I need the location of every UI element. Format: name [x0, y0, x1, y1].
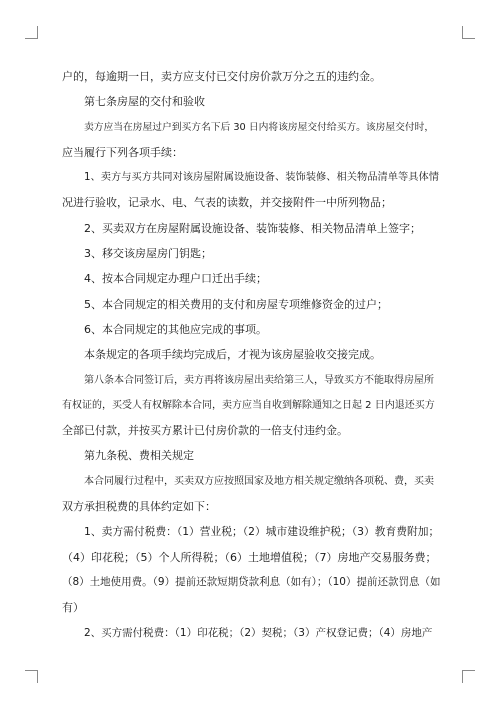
text-line: 全部已付款，并按买方累计已付房价款的一倍支付违约金。: [62, 424, 348, 438]
crop-mark-bottom-left: [25, 670, 38, 683]
crop-mark-top-left: [25, 26, 38, 39]
text-line: （4）印花税；（5）个人所得税；（6）土地增值税；（7）房地产交易服务费；: [62, 550, 437, 564]
list-item: 3、移交该房屋房门钥匙；: [84, 247, 212, 261]
text-line: 有）: [62, 601, 84, 615]
text-line: 本条规定的各项手续均完成后，才视为该房屋验收交接完成。: [84, 348, 381, 362]
list-item: 1、卖方需付税费：（1）营业税；（2）城市建设维护税；（3）教育费附加；: [84, 525, 440, 539]
text-line: 况进行验收，记录水、电、气表的读数，并交接附件一中所列物品；: [62, 196, 392, 210]
list-item: 4、按本合同规定办理户口迁出手续；: [84, 272, 267, 286]
crop-mark-top-right: [462, 26, 475, 39]
text-line: 第八条本合同签订后，卖方再将该房屋出卖给第三人，导致买方不能取得房屋所: [84, 374, 434, 386]
text-line: 有权证的，买受人有权解除本合同，卖方应当自收到解除通知之日起 2 日内退还买方: [62, 399, 435, 411]
section-heading: 第七条房屋的交付和验收: [84, 95, 205, 109]
text-line: 1、卖方与买方共同对该房屋附属设施设备、装饰装修、相关物品清单等具体情: [84, 171, 440, 184]
list-item: 2、买方需付税费：（1）印花税；（2）契税；（3）产权登记费；（4）房地产: [84, 626, 433, 639]
document-body: [62, 64, 440, 646]
list-item: 6、本合同规定的其他应完成的事项。: [84, 322, 267, 336]
text-line: 卖方应当在房屋过户到买方名下后 30 日内将该房屋交付给买方。该房屋交付时，: [84, 121, 435, 133]
text-line: 应当履行下列各项手续：: [62, 145, 183, 159]
crop-mark-bottom-right: [462, 670, 475, 683]
text-line: 本合同履行过程中，买卖双方应按照国家及地方相关规定缴纳各项税、费，买卖: [84, 475, 434, 487]
list-item: 5、本合同规定的相关费用的支付和房屋专项维修资金的过户；: [84, 297, 388, 311]
text-line: 户的，每逾期一日，卖方应支付已交付房价款万分之五的违约金。: [62, 70, 381, 83]
text-line: 双方承担税费的具体约定如下：: [62, 500, 216, 514]
list-item: 2、买卖双方在房屋附属设施设备、装饰装修、相关物品清单上签字；: [84, 221, 421, 235]
section-heading: 第九条税、费相关规定: [84, 449, 194, 463]
text-line: （8）土地使用费。（9）提前还款短期贷款利息（如有）；（10）提前还款罚息（如: [62, 575, 441, 588]
